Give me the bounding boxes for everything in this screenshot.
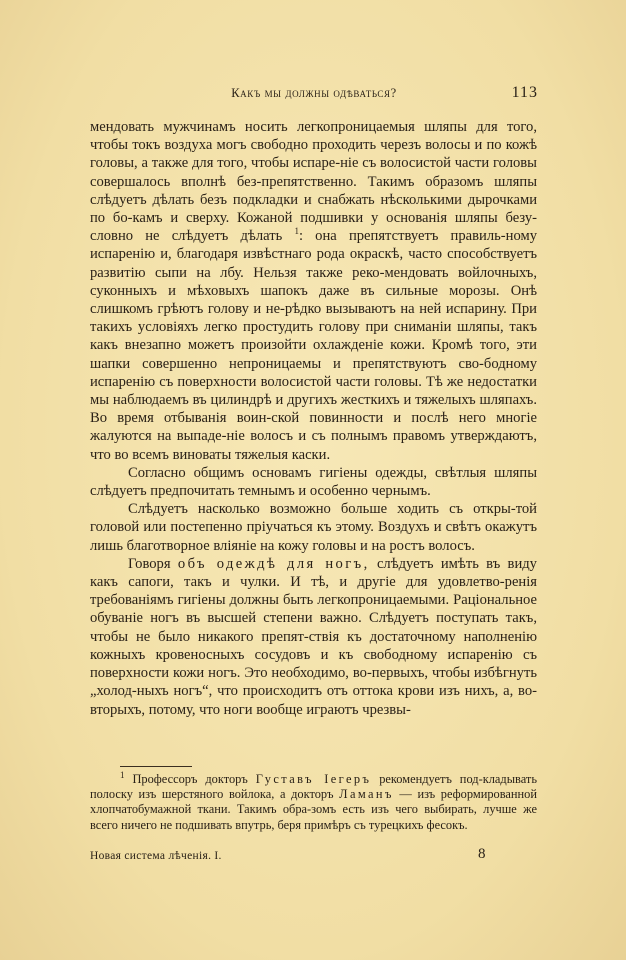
spaced-emphasis: объ одеждѣ для ногъ,: [177, 555, 370, 572]
footnote-divider: [120, 766, 192, 767]
paragraph-2: Согласно общимъ основамъ гигіены одежды, свѣтлыя шляпы слѣдуетъ предпочитать темнымъ и особенно чернымъ.: [90, 464, 537, 500]
paragraph-4-rest: слѣдуетъ имѣть въ виду какъ сапоги, такъ и чулки. И тѣ, и другіе для удовлетво-ренія требованіямъ гигіены должны быть легкопроницаемыми. Раціональное обуваніе ногъ въ высшей степени важно. Слѣдуетъ поступать такъ, чтобы не было никакого препят-ствія къ достаточному наполненію кожныхъ кровеносныхъ сосудовъ и къ свободному испаренію съ поверхности кожи ногъ. Это необходимо, во-первыхъ, чтобы избѣгнуть „холод-ныхъ ногъ“, что происходитъ отъ оттока крови изъ нихъ, а, во-вторыхъ, потому, что ноги вообще играютъ чрезвы-: [90, 555, 537, 718]
paragraph-4: [90, 555, 537, 719]
book-title: Новая система лѣченія. I.: [90, 850, 222, 862]
footnote-name-1: Густавъ Іегеръ: [255, 772, 372, 786]
footnote-1: [90, 769, 537, 833]
signature-number: 8: [478, 846, 486, 862]
paragraph-4-start: Говоря: [128, 555, 171, 572]
footnote-text-3: — изъ реформированной хлопчатобумажной ткани. Такимъ обра-зомъ есть изъ чего выбирать, лучше же всего ничего не подшивать впутрь, беря примѣръ съ турецкихъ фесокъ.: [90, 787, 537, 832]
paragraph-3: Слѣдуетъ насколько возможно больше ходить съ откры-той головой или постепенно пріучаться къ этому. Воздухъ и свѣтъ окажутъ лишь благотворное вліяніе на кожу головы и на ростъ волосъ.: [90, 501, 537, 554]
footnote-text-2: рекомендуетъ под-кладывать полоску изъ шерстяного войлока, а докторъ: [90, 772, 537, 802]
body-text: [90, 118, 537, 719]
footnote-mark: 1: [120, 769, 125, 780]
running-title: Какъ мы должны одѣваться?: [231, 86, 397, 100]
footnote-name-2: Ламанъ: [339, 787, 394, 802]
footnote-reference: 1: [294, 226, 299, 237]
running-head: [90, 86, 538, 106]
footnote-text-1: Профессоръ докторъ: [132, 772, 248, 786]
page-footer: [90, 848, 537, 866]
footnotes: [90, 769, 537, 833]
paragraph-1-text: мендовать мужчинамъ носить легкопроницаемыя шляпы для того, чтобы токъ воздуха могъ свободно проходить черезъ волосы и по кожѣ головы, а также для того, чтобы испаре-ніе съ волосистой части головы совершалось вполнѣ без-препятственно. Такимъ образомъ шляпы слѣдуетъ дѣлать безъ подкладки и снабжать нѣсколькими дырочками по бо-камъ и сверху. Кожаной подшивки у основанія шляпы безу-словно не слѣдуетъ дѣлать: [90, 119, 537, 245]
page-number: 113: [511, 84, 538, 101]
paragraph-1: [90, 118, 537, 464]
paragraph-1-rest: : она препятствуетъ правиль-ному испаренію и, благодаря извѣстнаго рода окраскѣ, часто способствуетъ развитію сыпи на лбу. Нельзя также реко-мендовать войлочныхъ, суконныхъ и мѣховыхъ шапокъ даже въ сильные морозы. Онѣ слишкомъ грѣютъ голову и не-рѣдко вызываютъ на ней испарину. При такихъ условіяхъ легко простудить голову при сниманіи шляпы, такъ какъ внезапно можетъ произойти охлажденіе кожи. Кромѣ того, эти шапки совершенно непроницаемы и препятствуютъ сво-бодному испаренію съ поверхности волосистой части головы. Тѣ же недостатки мы наблюдаемъ въ цилиндрѣ и другихъ жесткихъ и тяжелыхъ шляпахъ. Во время отбыванія воин-ской повинности и послѣ него многіе жалуются на выпаде-ніе волосъ и съ полнымъ правомъ утверждаютъ, что во всемъ виноваты тяжелыя каски.: [90, 228, 537, 463]
